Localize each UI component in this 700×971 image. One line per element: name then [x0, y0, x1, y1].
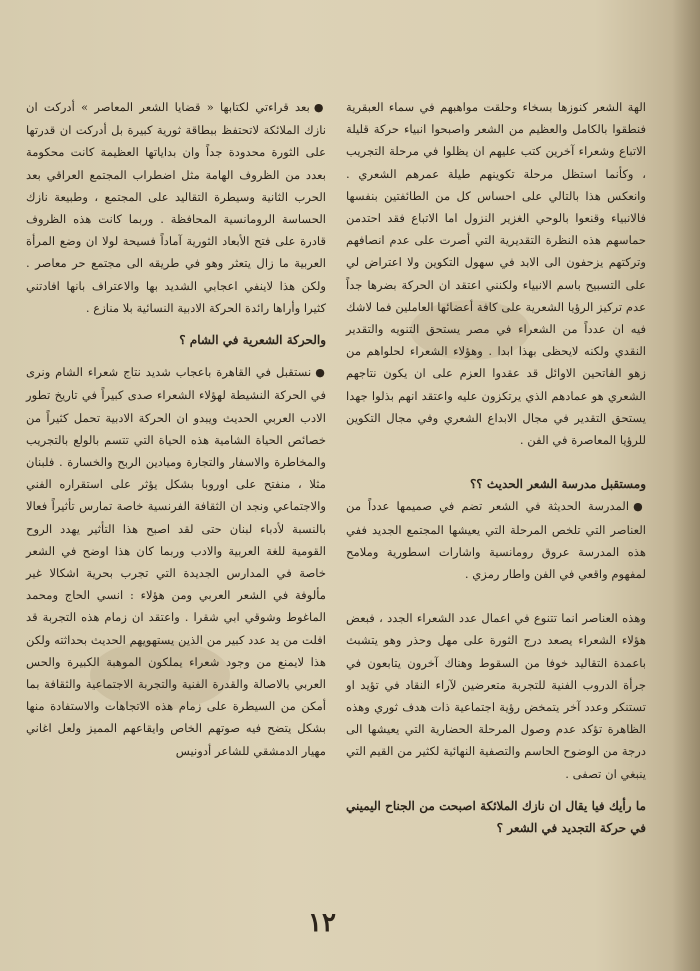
interview-question: والحركة الشعرية في الشام ؟: [179, 333, 326, 348]
paragraph: وهذه العناصر انما تتنوع في اعمال عدد الشعراء الجدد ، فبعض هؤلاء الشعراء يصعد درج الثورة على مهل وحذر وهو يتشبث باعمدة التقاليد خوفا من السقوط وهناك آخرون يتابعون في جرأة الدروب الفنية للتجربة متعرضين لآراء النقاد في تؤيد او تستنكر وعدد آخر يتمخض رؤية اجتماعية ذات هدف ثوري وهذه الظاهرة تؤكد عدم وصول المرحلة الحضارية التي يعيشها الى درجة من الوضوح الحاسم والتصفية النهائية لكثير من القيم التي ينبغي ان تصفى .: [346, 611, 646, 781]
answer-paragraph: ● المدرسة الحديثة في الشعر تضم في صميمها عدداً من العناصر التي تلخص المرحلة التي يعيشها المجتمع الجديد ففي هذه المدرسة عروق رومانسية واشارات اسطورية وملامح لمفهوم واقعي في الفن واطار رمزي .: [346, 495, 646, 585]
page-number: ١٢: [308, 908, 336, 938]
answer-paragraph: ● نستقبل في القاهرة باعجاب شديد نتاج شعراء الشام ونرى في الحركة النشيطة لهؤلاء الشعراء صدى كبيراً في تاريخ تطور الادب العربي الحديث ويبدو ان الحركة الادبية تحمل كثيراً من خصائص الحياة الشامية هذه الحياة التي تتسم بالولع بالتجريب والمخاطرة والاسفار والتجارة وميادين الربح والخسارة . فلبنان مثلا ، منفتح على اوروبا بشكل يؤثر على استقراره الفني والاجتماعي ونجد ان الثقافة الفرنسية خاصة تمارس تأثيراً فعالا بالنسبة لأدباء لبنان حتى لقد اصبح هذا التأثير يهدد الروح القومية للغة العربية والادب وربما كان هذا اوضح في الشعر خاصة في المدارس الجديدة التي تجرب بحرية اشكالا غير مألوفة في الشعر العربي ومن هؤلاء : انسي الحاج ومحمد الماغوط وشوقي ابي شقرا . واعتقد ان زمام هذه التجربة قد افلت من يد عدد كبير من الذين يستهويهم الحديث بحداثته ولكن هذا لايمنع من وجود شعراء يملكون الموهبة الكبيرة والحس العربي بالاصالة والقدرة الفنية والتجربة الاجتماعية والثقافة بما أمكن من السيطرة على زمام هذه الاتجاهات والاستفادة منها بشكل يتضح فيه صوتهم الخاص وايقاعهم المميز ولعل اغاني مهيار الدمشقي للشاعر أدونيس: [26, 361, 326, 762]
interview-question: ومستقبل مدرسة الشعر الحديث ؟؟: [469, 477, 646, 492]
interview-question: ما رأيك فيا يقال ان نازك الملائكة اصبحت من الجناح اليميني في حركة التجديد في الشعر ؟: [346, 798, 646, 836]
answer-paragraph: ● بعد قراءتي لكتابها « قضايا الشعر المعاصر » أدركت ان نازك الملائكة لاتحتفظ ببطاقة ثورية كبيرة بل أدركت ان قدرتها على الثورة محدودة جداً وان بداياتها العظيمة كانت محكومة بعدد من الظروف الهامة مثل اضطراب المجتمع العراقي بعد الحرب الثانية وسيطرة التقاليد على المجتمع ، وطبيعة نازك الحساسة الرومانسية المحافظة . وربما كانت هذه الظروف قادرة على فتح الأبعاد الثورية آماداً فسيحة لولا ان وضع المرأة العربية ما زال يتعثر وهو في طريقه الى مجتمع حر معاصر . ولكن هذا لاينفي اعجابي الشديد بها والاعتراف بانها افادتني كثيرا وأراها رائدة الحركة الادبية النسائية بلا منازع .: [26, 96, 326, 319]
right-text-column: [346, 96, 646, 839]
paragraph: الهة الشعر كنوزها بسخاء وحلقت مواهبهم في سماء العبقرية فنطقوا بالكامل والعظيم من الشعر واصبحوا انبياء حركة قليلة الاتباع وشعراء آخرين كتب عليهم ان يظلوا في مرحلة التجريب ، وكأنما استظل مرحلة تكوينهم طيلة عمرهم الشعري . وانعكس هذا بالتالي على احساس كل من الطائفتين بنفسها فالانبياء وقنعوا بالوحي الغزير النزول اما الاتباع فقد احتدمن حماسهم هذه النظرة التقديرية التي أصرت على عدم انصافهم وتركتهم يزحفون الى الابد في سهول التكوين ولا اعتراض لي على التسبيح باسم الانبياء ولكنني اعتقد ان الحركة بضرها جداً عدم تركيز الرؤيا الشعرية على كافة أعضائها العاملين فما لاشك فيه ان عدداً من الشعراء في مصر يستحق التنويه والتقدير النقدي ولكنه لايحظى بهذا ابدا . وهؤلاء الشعراء لحلواهم من زهو الفاتحين الاوائل قد عقدوا العزم على ان يكون نتاجهم الشعري هو عمادهم الذي يرتكزون عليه واعتقد انهم بذلوا جهدا يستحق التقدير في مجال الابداع الشعري وفي مجال التكوين للرؤيا المعاصرة في الفن .: [346, 100, 646, 448]
left-text-column: [26, 96, 326, 762]
page-binding-shadow: [672, 0, 700, 971]
